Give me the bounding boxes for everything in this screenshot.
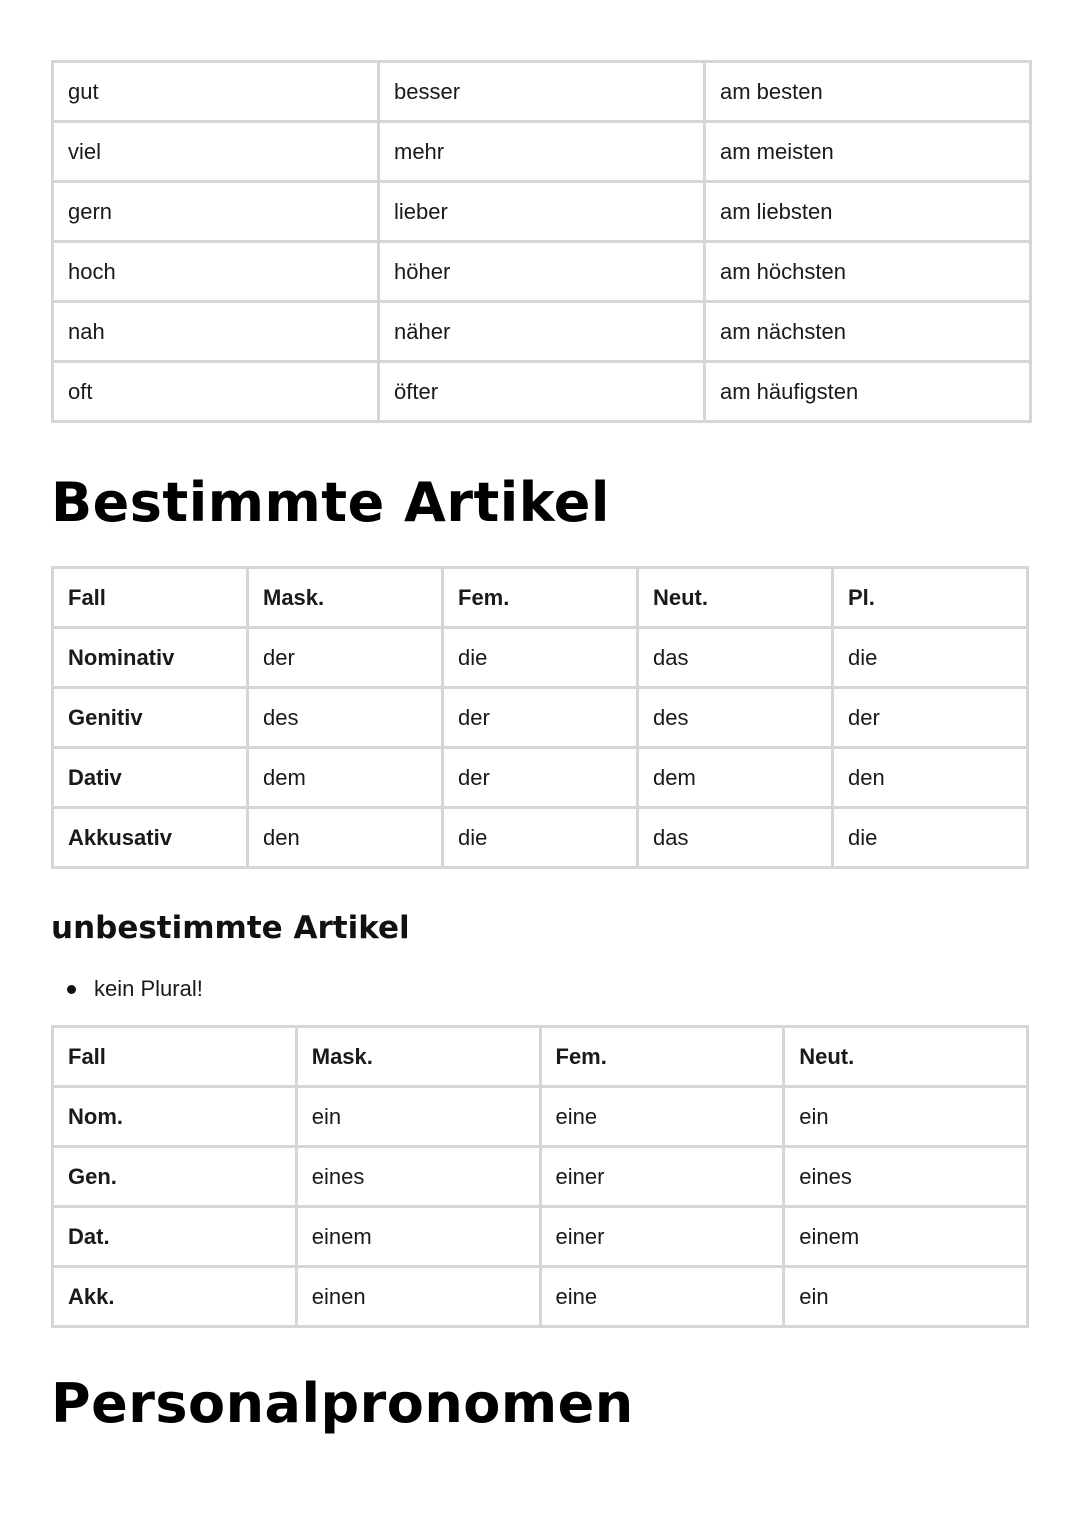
- case-label: Nominativ: [53, 628, 248, 688]
- article-cell: einer: [540, 1147, 784, 1207]
- table-row: [53, 62, 1031, 122]
- case-label: Akk.: [53, 1267, 297, 1327]
- article-cell: die: [443, 628, 638, 688]
- article-cell: der: [833, 688, 1028, 748]
- comparative-cell: näher: [379, 302, 705, 362]
- column-header: Fall: [53, 568, 248, 628]
- case-label: Nom.: [53, 1087, 297, 1147]
- case-label: Dativ: [53, 748, 248, 808]
- table-row: [53, 122, 1031, 182]
- article-cell: einem: [296, 1207, 540, 1267]
- column-header: Mask.: [248, 568, 443, 628]
- article-cell: die: [833, 628, 1028, 688]
- positive-cell: hoch: [53, 242, 379, 302]
- list-item: kein Plural!: [51, 978, 203, 1000]
- article-cell: den: [248, 808, 443, 868]
- article-cell: die: [443, 808, 638, 868]
- case-label: Gen.: [53, 1147, 297, 1207]
- definite-articles-heading: Bestimmte Artikel: [51, 471, 610, 534]
- article-cell: ein: [784, 1087, 1028, 1147]
- article-cell: eine: [540, 1267, 784, 1327]
- article-cell: die: [833, 808, 1028, 868]
- personal-pronouns-heading: Personalpronomen: [51, 1372, 634, 1435]
- table-row: [53, 808, 1028, 868]
- article-cell: das: [638, 628, 833, 688]
- positive-cell: oft: [53, 362, 379, 422]
- article-cell: dem: [248, 748, 443, 808]
- table-row: [53, 302, 1031, 362]
- positive-cell: gern: [53, 182, 379, 242]
- superlative-cell: am nächsten: [705, 302, 1031, 362]
- article-cell: des: [248, 688, 443, 748]
- table-row: [53, 1267, 1028, 1327]
- definite-articles-table: [51, 566, 1029, 869]
- case-label: Dat.: [53, 1207, 297, 1267]
- article-cell: ein: [784, 1267, 1028, 1327]
- case-label: Genitiv: [53, 688, 248, 748]
- table-row: [53, 362, 1031, 422]
- indefinite-articles-heading: unbestimmte Artikel: [51, 910, 410, 946]
- positive-cell: gut: [53, 62, 379, 122]
- superlative-cell: am liebsten: [705, 182, 1031, 242]
- column-header: Pl.: [833, 568, 1028, 628]
- superlative-cell: am meisten: [705, 122, 1031, 182]
- column-header: Neut.: [784, 1027, 1028, 1087]
- table-header-row: [53, 568, 1028, 628]
- article-cell: ein: [296, 1087, 540, 1147]
- positive-cell: viel: [53, 122, 379, 182]
- column-header: Fem.: [540, 1027, 784, 1087]
- table-row: [53, 1147, 1028, 1207]
- table-row: [53, 628, 1028, 688]
- table-row: [53, 748, 1028, 808]
- comparative-cell: lieber: [379, 182, 705, 242]
- article-cell: der: [443, 748, 638, 808]
- article-cell: einer: [540, 1207, 784, 1267]
- case-label: Akkusativ: [53, 808, 248, 868]
- article-cell: eines: [784, 1147, 1028, 1207]
- superlative-cell: am besten: [705, 62, 1031, 122]
- comparative-cell: besser: [379, 62, 705, 122]
- article-cell: das: [638, 808, 833, 868]
- article-cell: einen: [296, 1267, 540, 1327]
- comparative-cell: höher: [379, 242, 705, 302]
- article-cell: des: [638, 688, 833, 748]
- superlative-cell: am häufigsten: [705, 362, 1031, 422]
- comparative-cell: öfter: [379, 362, 705, 422]
- article-cell: der: [248, 628, 443, 688]
- article-cell: den: [833, 748, 1028, 808]
- table-row: [53, 182, 1031, 242]
- column-header: Neut.: [638, 568, 833, 628]
- column-header: Fem.: [443, 568, 638, 628]
- table-row: [53, 1207, 1028, 1267]
- positive-cell: nah: [53, 302, 379, 362]
- note-list: [51, 978, 203, 1000]
- table-header-row: [53, 1027, 1028, 1087]
- article-cell: der: [443, 688, 638, 748]
- column-header: Mask.: [296, 1027, 540, 1087]
- column-header: Fall: [53, 1027, 297, 1087]
- comparison-table: [51, 60, 1032, 423]
- table-row: [53, 1087, 1028, 1147]
- superlative-cell: am höchsten: [705, 242, 1031, 302]
- indefinite-articles-table: [51, 1025, 1029, 1328]
- article-cell: eine: [540, 1087, 784, 1147]
- comparative-cell: mehr: [379, 122, 705, 182]
- article-cell: einem: [784, 1207, 1028, 1267]
- table-row: [53, 688, 1028, 748]
- table-row: [53, 242, 1031, 302]
- article-cell: eines: [296, 1147, 540, 1207]
- article-cell: dem: [638, 748, 833, 808]
